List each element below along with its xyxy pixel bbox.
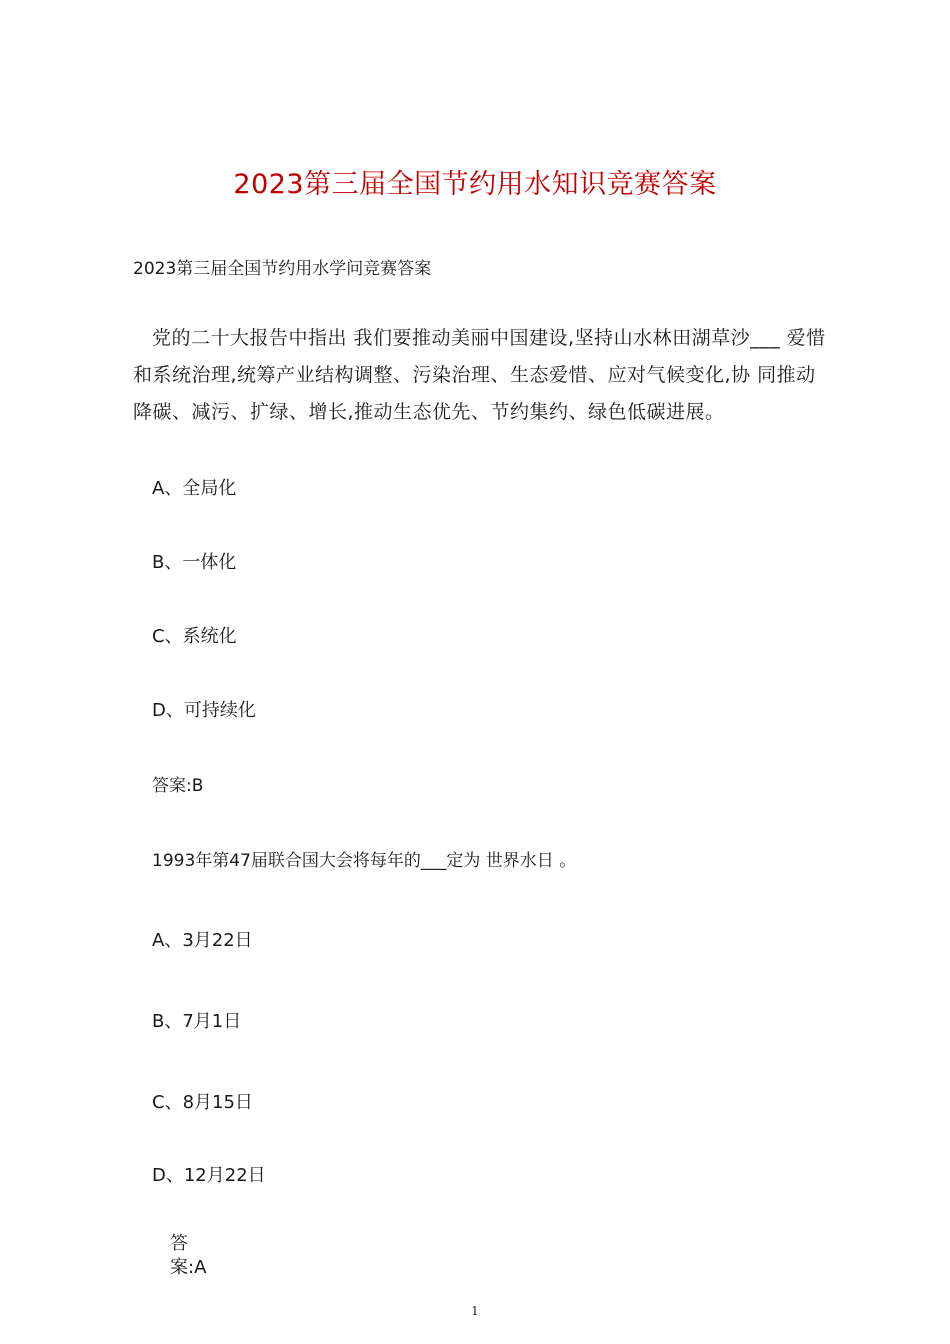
question-2-option-b: B、7月1日: [152, 1011, 242, 1032]
question-1-option-c: C、系统化: [152, 626, 237, 647]
question-2-text: 1993年第47届联合国大会将每年的___定为 世界水日 。: [152, 851, 577, 871]
document-title: 2023第三届全国节约用水知识竞赛答案: [233, 169, 717, 200]
page-number: 1: [471, 1304, 479, 1318]
question-2-answer: [170, 1232, 206, 1280]
question-1-option-b: B、一体化: [152, 552, 237, 573]
question-1-answer: 答案:B: [152, 776, 204, 796]
question-2-option-d: D、12月22日: [152, 1165, 266, 1186]
question-2-option-a: A、3月22日: [152, 930, 253, 951]
document-subtitle: 2023第三届全国节约用水学问竞赛答案: [133, 259, 432, 279]
question-1-text: 党的二十大报告中指出 我们要推动美丽中国建设,坚持山水林田湖草沙___ 爱惜和系统治理,统筹产业结构调整、污染治理、生态爱惜、应对气候变化,协 同推动降碳、减污、扩绿、增长,推动生态优先、节约集约、绿色低碳进展。: [133, 327, 826, 423]
question-2-option-c: C、8月15日: [152, 1092, 253, 1113]
question-2-answer-line-2: 案:A: [170, 1257, 207, 1278]
question-1-option-d: D、可持续化: [152, 700, 256, 721]
question-2-answer-line-1: 答: [170, 1233, 188, 1254]
question-1-option-a: A、全局化: [152, 478, 237, 499]
